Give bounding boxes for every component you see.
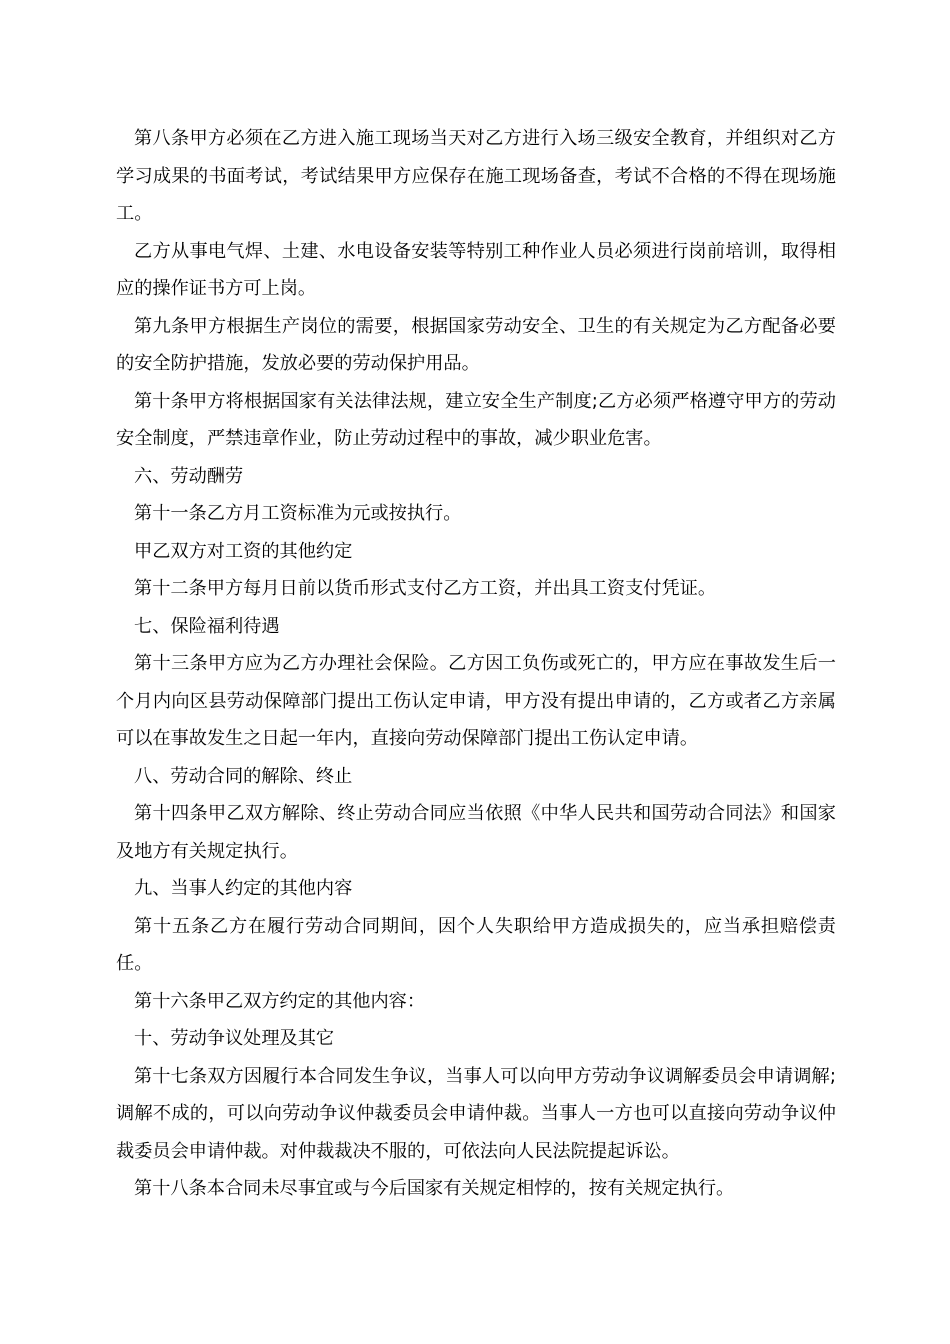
- section-heading-6: 六、劳动酬劳: [134, 465, 244, 487]
- clause-15: 第十五条乙方在履行劳动合同期间，因个人失职给甲方造成损失的，应当承担赔偿责任。: [116, 915, 836, 974]
- clause-16: 第十六条甲乙双方约定的其他内容：: [134, 990, 426, 1012]
- clause-12: 第十二条甲方每月日前以货币形式支付乙方工资，并出具工资支付凭证。: [134, 578, 717, 599]
- clause-9: 第九条甲方根据生产岗位的需要，根据国家劳动安全、卫生的有关规定为乙方配备必要的安全防护措施，发放必要的劳动保护用品。: [116, 315, 836, 374]
- clause-8: 第八条甲方必须在乙方进入施工现场当天对乙方进行入场三级安全教育，并组织对乙方学习成果的书面考试，考试结果甲方应保存在施工现场备查，考试不合格的不得在现场施工。: [116, 128, 836, 224]
- clause-13: 第十三条甲方应为乙方办理社会保险。乙方因工负伤或死亡的，甲方应在事故发生后一个月内向区县劳动保障部门提出工伤认定申请，甲方没有提出申请的，乙方或者乙方亲属可以在事故发生之日起一年内，直接向劳动保障部门提出工伤认定申请。: [116, 653, 836, 749]
- clause-18: 第十八条本合同未尽事宜或与今后国家有关规定相悖的，按有关规定执行。: [134, 1178, 735, 1199]
- other-wage-agreement: 甲乙双方对工资的其他约定: [134, 540, 353, 562]
- clause-10: 第十条甲方将根据国家有关法律法规，建立安全生产制度;乙方必须严格遵守甲方的劳动安全制度，严禁违章作业，防止劳动过程中的事故，减少职业危害。: [116, 390, 836, 449]
- clause-11: 第十一条乙方月工资标准为元或按执行。: [134, 503, 462, 524]
- section-heading-9: 九、当事人约定的其他内容: [134, 878, 353, 899]
- clause-17: 第十七条双方因履行本合同发生争议，当事人可以向甲方劳动争议调解委员会申请调解;调解不成的，可以向劳动争议仲裁委员会申请仲裁。当事人一方也可以直接向劳动争议仲裁委员会申请仲裁。对仲裁裁决不服的，可依法向人民法院提起诉讼。: [116, 1065, 836, 1162]
- section-heading-7: 七、保险福利待遇: [134, 615, 280, 637]
- special-worker-training: 乙方从事电气焊、土建、水电设备安装等特别工种作业人员必须进行岗前培训，取得相应的操作证书方可上岗。: [116, 240, 836, 299]
- clause-14: 第十四条甲乙双方解除、终止劳动合同应当依照《中华人民共和国劳动合同法》和国家及地方有关规定执行。: [116, 803, 836, 862]
- document-page: [116, 120, 836, 1208]
- section-heading-10: 十、劳动争议处理及其它: [134, 1028, 335, 1049]
- section-heading-8: 八、劳动合同的解除、终止: [134, 765, 353, 787]
